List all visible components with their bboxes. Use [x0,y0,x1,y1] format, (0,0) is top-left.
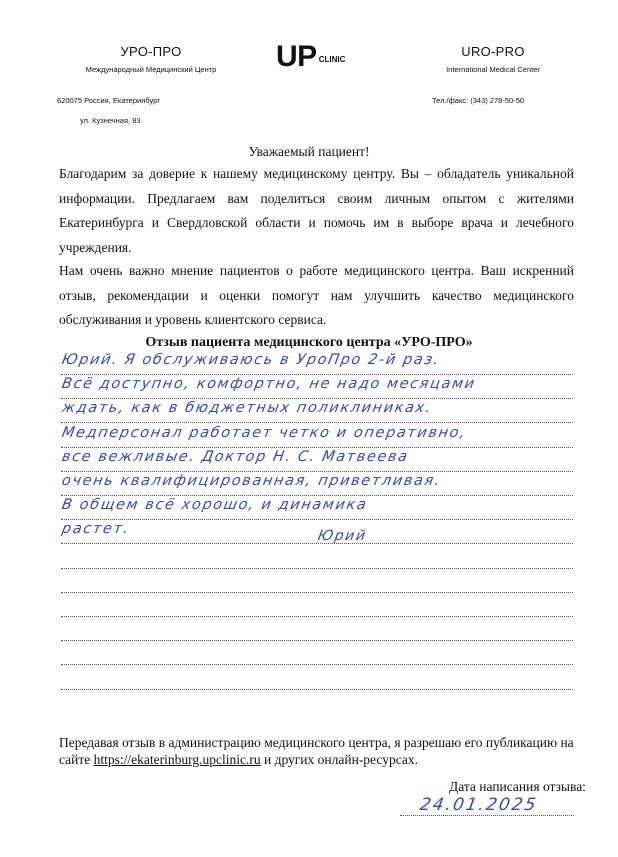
review-rule-line [61,374,573,375]
handwritten-review-line: очень квалифицированная, приветливая. [60,473,443,489]
review-rule-line [61,664,573,665]
handwritten-review-line: В общем всё хорошо, и динамика [60,497,369,514]
date-value: 24.01.2025 [418,795,540,815]
greeting: Уважаемый пациент! [248,144,370,159]
consent-tail: и других онлайн-ресурсах. [263,752,418,767]
review-rule-line [61,495,573,496]
header-left-block [66,44,236,74]
handwritten-review-line: все вежливые. Доктор Н. С. Матвеева [60,448,411,465]
clinic-name-en: URO-PRO [461,44,525,59]
consent-text: Передавая отзыв в администрацию медицинского центра, я разрешаю его публикацию на сайте [59,735,574,767]
review-rule-line [61,616,573,617]
review-rule-line [61,689,573,690]
importance-paragraph: Нам очень важно мнение пациентов о работе медицинского центра. Ваш искренний отзыв, рекомендации и оценки помогут нам улучшить качество медицинского обслуживания и уровень клиентского сервиса. [59,263,574,327]
review-rule-line [61,568,573,569]
review-rule-line [61,422,573,423]
patient-signature: Юрий [316,528,369,544]
intro-paragraph: Благодарим за доверие к нашему медицинскому центру. Вы – обладатель уникальной информации. Предлагаем вам поделиться своим личным опытом с жителями Екатеринбурга и Свердловской области и помочь им в выборе врача и лечебного учреждения. [59,166,574,255]
clinic-subtitle-en: International Medical Center [446,65,540,74]
review-rule-line [61,447,573,448]
clinic-logo [276,40,345,74]
address-city: 620075 Россия, Екатеринбург [57,96,161,105]
publication-consent [59,734,579,768]
logo-main-text: UP [276,40,317,73]
address-street: ул. Кузнечная, 83 [80,116,141,125]
clinic-website-link[interactable]: https://ekaterinburg.upclinic.ru [93,752,261,767]
review-rule-line [61,592,573,593]
logo-sub-text: CLINIC [318,55,346,64]
phone-fax: Тел./факс: (343) 278-50-50 [432,96,525,105]
handwritten-review-line: Медперсонал работает четко и оперативно, [60,424,468,441]
clinic-subtitle-ru: Международный Медицинский Центр [85,65,217,74]
handwritten-review-line: растет. [60,521,132,538]
header-right-block [418,44,568,74]
handwritten-review-line: Юрий. Я обслуживаюсь в УроПро 2-й раз. [60,352,442,368]
handwritten-review-line: ждать, как в бюджетных поликлиниках. [60,400,434,417]
review-rule-line [61,471,573,472]
date-label: Дата написания отзыва: [449,779,586,794]
date-underline [400,815,574,816]
review-rule-line [61,640,573,641]
form-title: Отзыв пациента медицинского центра «УРО-ПРО» [145,335,473,350]
review-rule-line [61,519,573,520]
handwritten-review-line: Всё доступно, комфортно, не надо месяцами [60,376,478,393]
clinic-name-ru: УРО-ПРО [120,44,182,59]
